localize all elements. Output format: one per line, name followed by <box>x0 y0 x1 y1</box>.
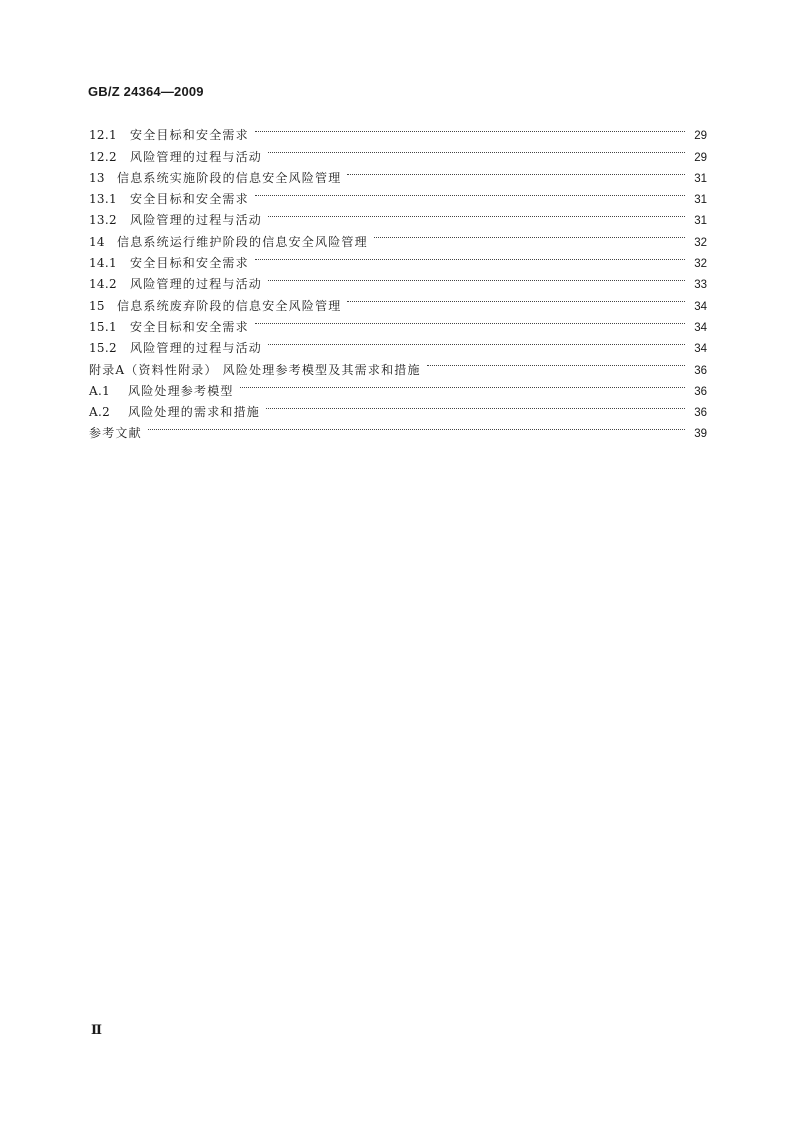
toc-entry-page: 31 <box>694 215 707 228</box>
dot-leader <box>347 161 685 182</box>
toc-entry-title: 风险管理的过程与活动 <box>130 149 263 164</box>
dot-leader <box>268 267 685 288</box>
toc-entry-number: 14 <box>89 234 105 249</box>
dot-leader <box>255 182 685 203</box>
toc-entry-page: 36 <box>694 385 707 398</box>
toc-entry-title: 风险管理的过程与活动 <box>130 341 263 356</box>
toc-entry-page: 32 <box>694 236 707 249</box>
toc-entry-number: 12.1 <box>89 128 117 143</box>
toc-entry-number: 15.2 <box>89 341 117 356</box>
dot-leader <box>148 416 685 437</box>
toc-entry-title: 安全目标和安全需求 <box>130 319 249 334</box>
toc-entry-title: 安全目标和安全需求 <box>130 192 249 207</box>
dot-leader <box>268 331 685 352</box>
toc-entry-page: 33 <box>694 279 707 292</box>
document-header: GB/Z 24364—2009 <box>88 84 204 99</box>
toc-entry-title: 附录A（资料性附录） 风险处理参考模型及其需求和措施 <box>89 362 421 377</box>
toc-entry-title: 风险管理的过程与活动 <box>130 277 263 292</box>
dot-leader <box>255 310 685 331</box>
toc-entry-title: 风险管理的过程与活动 <box>130 213 263 228</box>
toc-entry-page: 34 <box>694 343 707 356</box>
toc-entry-title: 参考文献 <box>89 426 142 441</box>
toc-entry-number: A.1 <box>89 383 111 398</box>
dot-leader <box>268 203 685 224</box>
toc-entry-page: 29 <box>694 151 707 164</box>
toc-entry-number: 13.2 <box>89 213 117 228</box>
toc-entry-page: 29 <box>694 130 707 143</box>
toc-entry[interactable] <box>89 118 707 143</box>
dot-leader <box>255 246 685 267</box>
toc-entry-title: 信息系统废弃阶段的信息安全风险管理 <box>117 298 342 313</box>
dot-leader <box>268 139 685 160</box>
toc-entry-title: 安全目标和安全需求 <box>130 128 249 143</box>
page-number: Ⅱ <box>91 1022 102 1037</box>
toc-entry-page: 31 <box>694 172 707 185</box>
toc-entry-page: 36 <box>694 407 707 420</box>
dot-leader <box>427 352 685 373</box>
toc-entry-page: 34 <box>694 300 707 313</box>
toc-entry-number: 15 <box>89 298 105 313</box>
toc-entry-title: 风险处理的需求和措施 <box>128 405 261 420</box>
toc-entry-page: 32 <box>694 258 707 271</box>
dot-leader <box>266 395 685 416</box>
toc-entry-number: 14.2 <box>89 277 117 292</box>
toc-entry-number: 12.2 <box>89 149 117 164</box>
dot-leader <box>347 288 685 309</box>
toc-entry-number: 13 <box>89 170 105 185</box>
toc-entry-page: 39 <box>694 428 707 441</box>
dot-leader <box>240 374 685 395</box>
toc-entry-title: 信息系统实施阶段的信息安全风险管理 <box>117 170 342 185</box>
toc-entry[interactable] <box>89 416 707 441</box>
toc-entry-number: 15.1 <box>89 319 117 334</box>
toc-entry-title: 信息系统运行维护阶段的信息安全风险管理 <box>117 234 368 249</box>
toc-entry-number: A.2 <box>89 405 111 420</box>
dot-leader <box>374 224 685 245</box>
toc-entry-page: 34 <box>694 321 707 334</box>
toc-entry-page: 36 <box>694 364 707 377</box>
dot-leader <box>255 118 685 139</box>
table-of-contents <box>89 118 707 441</box>
toc-entry-number: 14.1 <box>89 256 117 271</box>
toc-entry-title: 风险处理参考模型 <box>128 383 234 398</box>
toc-entry-title: 安全目标和安全需求 <box>130 256 249 271</box>
toc-entry-number: 13.1 <box>89 192 117 207</box>
toc-entry-page: 31 <box>694 194 707 207</box>
